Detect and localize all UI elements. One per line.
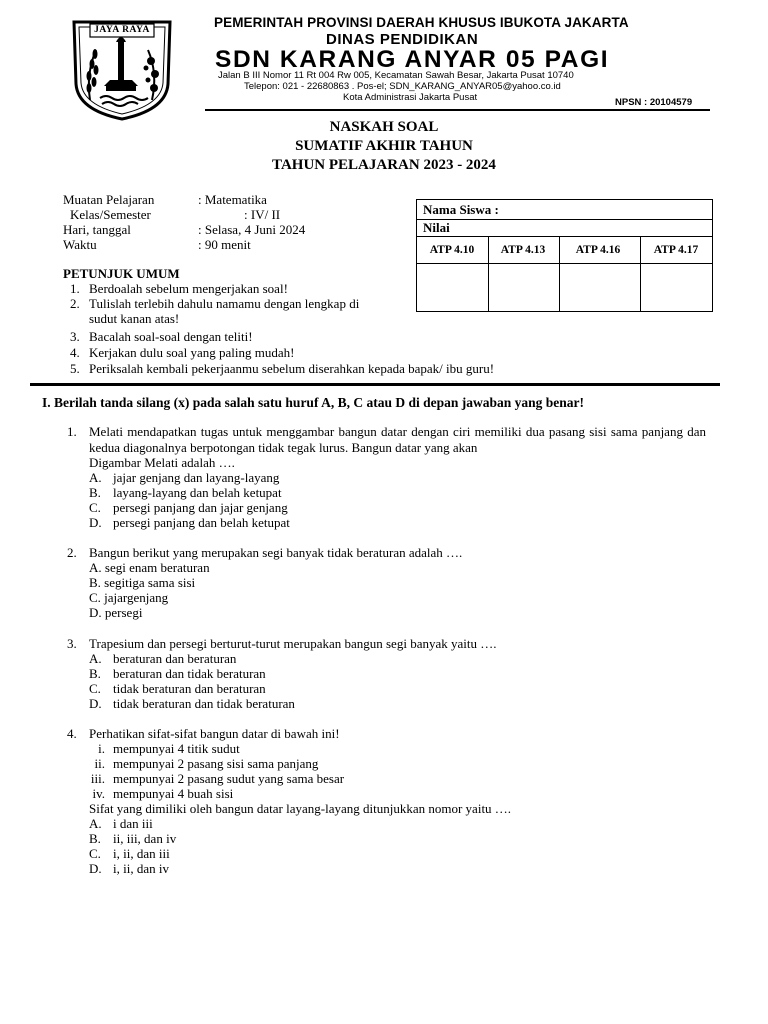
instruction-item: 3. Bacalah soal-soal dengan teliti! <box>70 329 253 344</box>
letterhead-school-name: SDN KARANG ANYAR 05 PAGI <box>215 46 610 73</box>
instructions-title: PETUNJUK UMUM <box>63 266 180 281</box>
instruction-item: 5. Periksalah kembali pekerjaanmu sebelum diserahkan kepada bapak/ ibu guru! <box>70 361 495 376</box>
answer-option[interactable]: C. tidak beraturan dan beraturan <box>89 681 266 696</box>
question-text: Melati mendapatkan tugas untuk menggambar bangun datar dengan ciri memiliki dua pasang sisi sama panjang dan kedua diagonalnya berpotongan tidak tegak lurus. Bangun datar yang akan <box>89 424 706 455</box>
info-label-date: Hari, tanggal <box>63 222 131 237</box>
info-value-time: : 90 menit <box>198 237 251 252</box>
question-text: Perhatikan sifat-sifat bangun datar di bawah ini! <box>89 726 340 741</box>
atp-column-header: ATP 4.10 <box>429 244 475 256</box>
answer-option[interactable]: B. beraturan dan tidak beraturan <box>89 666 266 681</box>
atp-column-header: ATP 4.13 <box>500 244 546 256</box>
answer-option[interactable]: A. jajar genjang dan layang-layang <box>89 470 280 485</box>
answer-option[interactable]: B. ii, iii, dan iv <box>89 831 177 846</box>
name-row[interactable] <box>417 200 712 220</box>
section-divider <box>30 383 720 386</box>
answer-option[interactable]: B. layang-layang dan belah ketupat <box>89 485 282 500</box>
atp-column-header: ATP 4.17 <box>653 244 699 256</box>
npsn-label: NPSN : 20104579 <box>615 97 693 108</box>
property-item: ii. mempunyai 2 pasang sisi sama panjang <box>94 756 319 771</box>
question-number: 3. <box>67 636 77 651</box>
info-value-subject: : Matematika <box>198 192 267 207</box>
letterhead-divider <box>205 109 710 111</box>
info-label-time: Waktu <box>63 237 97 252</box>
question-text-end: Digambar Melati adalah …. <box>89 455 235 470</box>
answer-option[interactable]: C. jajargenjang <box>89 590 169 605</box>
answer-option[interactable]: A. beraturan dan beraturan <box>89 651 237 666</box>
section-heading: I. Berilah tanda silang (x) pada salah satu huruf A, B, C atau D di depan jawaban yang benar! <box>42 395 584 410</box>
question-text: Bangun berikut yang merupakan segi banyak tidak beraturan adalah …. <box>89 545 463 560</box>
student-name-label: Nama Siswa : <box>423 202 499 217</box>
nilai-row <box>417 219 712 237</box>
info-label-subject: Muatan Pelajaran <box>63 192 155 207</box>
score-cell[interactable] <box>489 264 559 312</box>
property-item: i. mempunyai 4 titik sudut <box>98 741 240 756</box>
nilai-label: Nilai <box>423 220 450 235</box>
school-emblem <box>70 18 174 121</box>
score-table <box>416 199 713 312</box>
letterhead-department: DINAS PENDIDIKAN <box>326 31 479 48</box>
instruction-item: 4. Kerjakan dulu soal yang paling mudah! <box>70 345 295 360</box>
info-value-class: : IV/ II <box>244 207 281 222</box>
property-item: iii. mempunyai 2 pasang sudut yang sama besar <box>90 771 345 786</box>
question-number: 1. <box>67 424 77 439</box>
answer-option[interactable]: B. segitiga sama sisi <box>89 575 196 590</box>
instruction-item: 2. Tulislah terlebih dahulu namamu dengan lengkap di <box>70 296 360 311</box>
answer-option[interactable]: D. i, ii, dan iv <box>89 861 169 876</box>
property-item: iv. mempunyai 4 buah sisi <box>92 786 234 801</box>
info-label-class: Kelas/Semester <box>70 207 151 222</box>
question-stem: Sifat yang dimiliki oleh bangun datar layang-layang ditunjukkan nomor yaitu …. <box>89 801 512 816</box>
answer-option[interactable]: D. tidak beraturan dan tidak beraturan <box>89 696 295 711</box>
score-cell[interactable] <box>641 264 712 312</box>
doc-title: NASKAH SOAL <box>329 119 439 135</box>
letterhead-government: PEMERINTAH PROVINSI DAERAH KHUSUS IBUKOTA JAKARTA <box>214 15 629 30</box>
logo-text: JAYA RAYA <box>94 25 150 35</box>
question-number: 2. <box>67 545 77 560</box>
question-number: 4. <box>67 726 77 741</box>
answer-option[interactable]: A. segi enam beraturan <box>89 560 210 575</box>
atp-column-header: ATP 4.16 <box>575 244 621 256</box>
answer-option[interactable]: A. i dan iii <box>89 816 153 831</box>
instruction-item-continued: sudut kanan atas! <box>89 311 180 326</box>
answer-option[interactable]: C. i, ii, dan iii <box>89 846 170 861</box>
letterhead-contact: Telepon: 021 - 22680863 . Pos-el; SDN_KARANG_ANYAR05@yahoo.co.id <box>244 81 561 92</box>
info-value-date: : Selasa, 4 Juni 2024 <box>198 222 306 237</box>
score-cell[interactable] <box>560 264 640 312</box>
letterhead-address: Jalan B III Nomor 11 Rt 004 Rw 005, Kecamatan Sawah Besar, Jakarta Pusat 10740 <box>218 70 574 81</box>
question-text: Trapesium dan persegi berturut-turut merupakan bangun segi banyak yaitu …. <box>89 636 497 651</box>
doc-year: TAHUN PELAJARAN 2023 - 2024 <box>272 157 496 173</box>
doc-subtitle: SUMATIF AKHIR TAHUN <box>295 138 473 154</box>
answer-option[interactable]: C. persegi panjang dan jajar genjang <box>89 500 288 515</box>
answer-option[interactable]: D. persegi panjang dan belah ketupat <box>89 515 290 530</box>
instruction-item: 1. Berdoalah sebelum mengerjakan soal! <box>70 281 288 296</box>
letterhead-city: Kota Administrasi Jakarta Pusat <box>343 92 478 103</box>
score-cell[interactable] <box>417 264 488 312</box>
answer-option[interactable]: D. persegi <box>89 605 143 620</box>
